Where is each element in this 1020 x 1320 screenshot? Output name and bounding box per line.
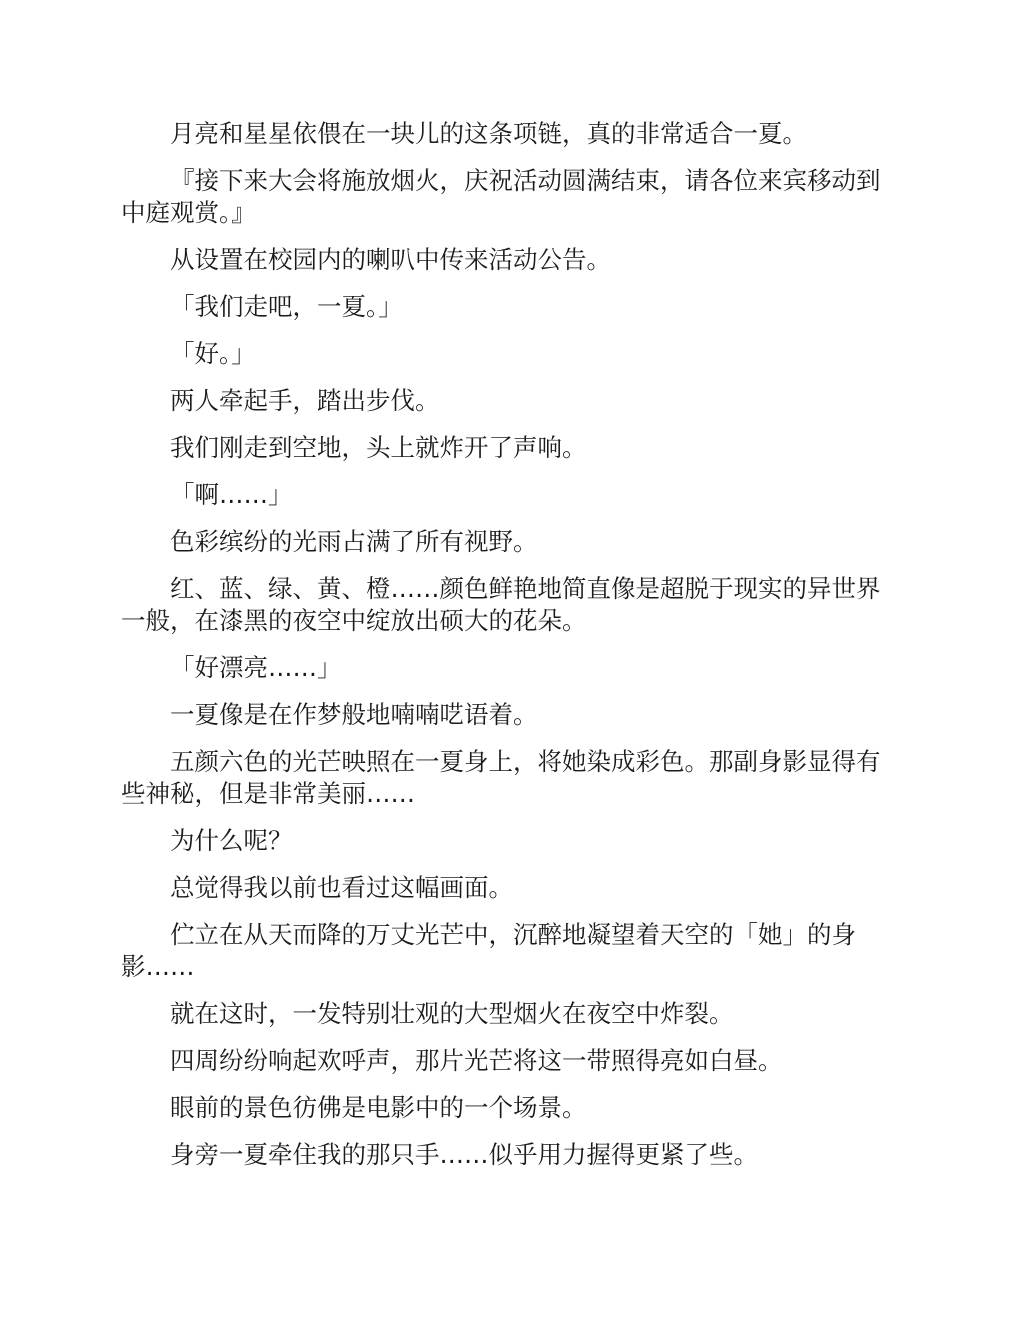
paragraph: 月亮和星星依偎在一块儿的这条项链，真的非常适合一夏。 (170, 119, 807, 148)
paragraph: 身旁一夏牵住我的那只手……似乎用力握得更紧了些。 (170, 1140, 758, 1169)
paragraph: 为什么呢？ (170, 826, 293, 855)
paragraph: 「啊……」 (170, 480, 293, 509)
paragraph: 总觉得我以前也看过这幅画面。 (170, 873, 513, 902)
paragraph: 眼前的景色彷佛是电影中的一个场景。 (170, 1093, 587, 1122)
paragraph: 「我们走吧，一夏。」 (170, 292, 403, 321)
paragraph: 四周纷纷响起欢呼声，那片光芒将这一带照得亮如白昼。 (170, 1046, 783, 1075)
paragraph: 两人牵起手，踏出步伐。 (170, 386, 440, 415)
paragraph: 伫立在从天而降的万丈光芒中，沉醉地凝望着天空的「她」的身影…… (121, 920, 856, 981)
paragraph: 「好漂亮……」 (170, 653, 342, 682)
paragraph: 就在这时，一发特别壮观的大型烟火在夜空中炸裂。 (170, 999, 734, 1028)
paragraph: 一夏像是在作梦般地喃喃呓语着。 (170, 700, 538, 729)
paragraph: 五颜六色的光芒映照在一夏身上，将她染成彩色。那副身影显得有些神秘，但是非常美丽…… (121, 747, 881, 808)
paragraph: 「好。」 (170, 339, 256, 368)
paragraph: 色彩缤纷的光雨占满了所有视野。 (170, 527, 538, 556)
paragraph: 『接下来大会将施放烟火，庆祝活动圆满结束，请各位来宾移动到中庭观赏。』 (121, 166, 881, 227)
paragraph: 红、蓝、绿、黄、橙……颜色鲜艳地简直像是超脱于现实的异世界一般，在漆黑的夜空中绽放出硕大的花朵。 (121, 574, 881, 635)
document-body (121, 118, 899, 1186)
paragraph: 从设置在校园内的喇叭中传来活动公告。 (170, 245, 611, 274)
paragraph: 我们刚走到空地，头上就炸开了声响。 (170, 433, 587, 462)
